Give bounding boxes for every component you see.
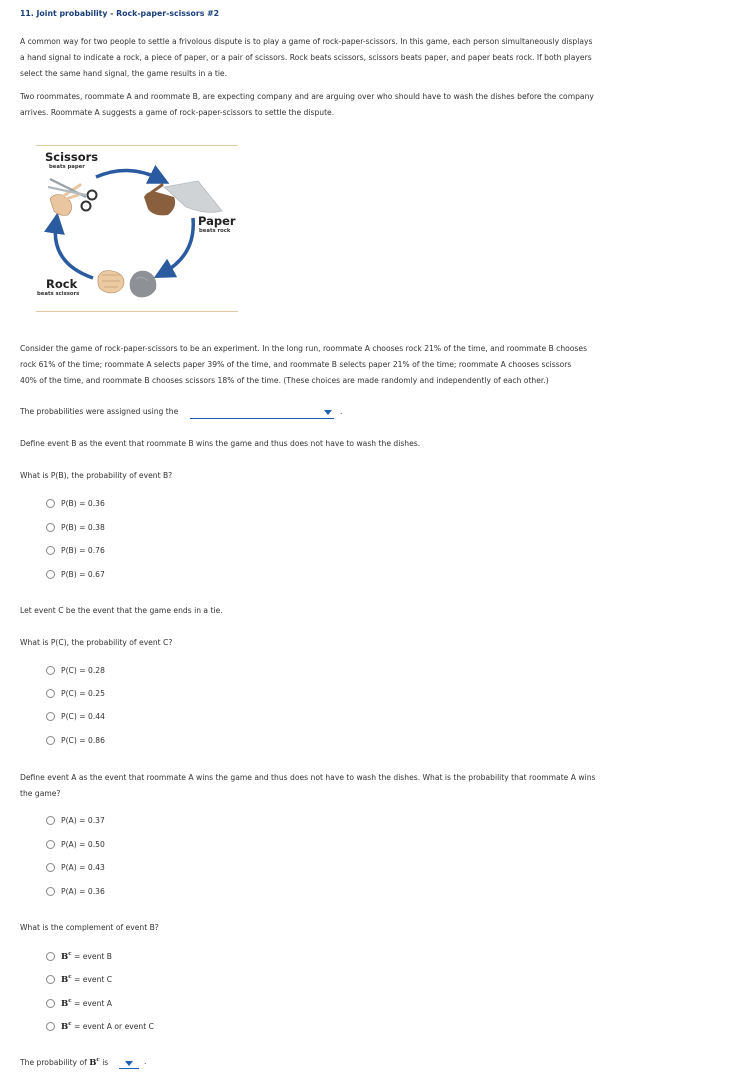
- intro-paragraph-2: [20, 89, 635, 121]
- intro-line: select the same hand signal, the game results in a tie.: [20, 68, 228, 78]
- comp-option-4[interactable]: [46, 1021, 154, 1032]
- radio-button[interactable]: [46, 840, 55, 849]
- option-label: P(C) = 0.86: [61, 736, 105, 745]
- pc-option-4[interactable]: [46, 736, 105, 745]
- consider-paragraph: [20, 341, 635, 388]
- arrow-paper-to-rock: [163, 218, 193, 273]
- b-complement-symbol: $B^c$: [89, 1057, 100, 1068]
- option-label: P(A) = 0.37: [61, 816, 105, 825]
- option-label: P(C) = 0.44: [61, 712, 105, 721]
- define-event-b: Define event B as the event that roommate B wins the game and thus does not have to wash the dishes.: [20, 439, 421, 448]
- pc-option-2[interactable]: [46, 689, 105, 698]
- define-event-a: [20, 770, 640, 802]
- option-label: P(B) = 0.36: [61, 499, 105, 508]
- consider-line: rock 61% of the time; roommate A selects paper 39% of the time, and roommate B selects paper 21% of the time; roommate A chooses scissors: [20, 359, 572, 369]
- radio-button[interactable]: [46, 887, 55, 896]
- prob-bc-prompt: [20, 1057, 108, 1068]
- pa-option-2[interactable]: [46, 840, 105, 849]
- radio-button[interactable]: [46, 816, 55, 825]
- rock-paper-scissors-diagram: [36, 145, 238, 313]
- option-label: = event C: [73, 974, 113, 984]
- radio-button[interactable]: [46, 999, 55, 1008]
- option-label: P(C) = 0.25: [61, 689, 105, 698]
- paper-label: Paper: [198, 214, 236, 228]
- comp-option-3[interactable]: [46, 998, 112, 1009]
- let-event-c: Let event C be the event that the game ends in a tie.: [20, 606, 223, 615]
- b-complement-symbol: $B^c$: [61, 1021, 72, 1032]
- prob-bc-period: .: [144, 1057, 147, 1066]
- option-label: P(A) = 0.43: [61, 863, 105, 872]
- radio-button[interactable]: [46, 952, 55, 961]
- intro-line: a hand signal to indicate a rock, a piece of paper, or a pair of scissors. Rock beats scissors, scissors beats paper, and paper beats rock. If both players: [20, 52, 592, 62]
- rock-label: Rock: [46, 277, 78, 291]
- option-label: = event B: [73, 951, 112, 961]
- prob-bc-dropdown[interactable]: [119, 1057, 139, 1069]
- radio-button[interactable]: [46, 712, 55, 721]
- pc-option-1[interactable]: [46, 666, 105, 675]
- radio-button[interactable]: [46, 689, 55, 698]
- pa-option-3[interactable]: [46, 863, 105, 872]
- define-a-line: Define event A as the event that roommate A wins the game and thus does not have to wash the dishes. What is the probability that roommate A wins: [20, 773, 596, 782]
- consider-line: 40% of the time, and roommate B chooses scissors 18% of the time. (These choices are made randomly and independently of each other.): [20, 375, 549, 385]
- pb-option-3[interactable]: [46, 546, 105, 555]
- radio-button[interactable]: [46, 546, 55, 555]
- b-complement-symbol: $B^c$: [61, 974, 72, 985]
- pb-option-4[interactable]: [46, 570, 105, 579]
- comp-option-1[interactable]: [46, 951, 112, 962]
- comp-option-2[interactable]: [46, 974, 112, 985]
- arrow-rock-to-scissors: [55, 223, 93, 278]
- radio-button[interactable]: [46, 666, 55, 675]
- prob-bc-is: is: [102, 1057, 109, 1067]
- rock-hand-illustration: [98, 271, 124, 293]
- option-label: P(B) = 0.67: [61, 570, 105, 579]
- assigned-period: .: [340, 407, 343, 416]
- pb-option-1[interactable]: [46, 499, 105, 508]
- assigned-prompt: The probabilities were assigned using the: [20, 407, 179, 416]
- consider-line: Consider the game of rock-paper-scissors to be an experiment. In the long run, roommate A chooses rock 21% of the time, and roommate B chooses: [20, 344, 588, 353]
- option-label: P(A) = 0.50: [61, 840, 105, 849]
- intro-line: arrives. Roommate A suggests a game of rock-paper-scissors to settle the dispute.: [20, 107, 335, 117]
- intro-paragraph-1: [20, 34, 635, 81]
- question-pb: What is P(B), the probability of event B?: [20, 471, 173, 480]
- radio-button[interactable]: [46, 975, 55, 984]
- option-label: P(A) = 0.36: [61, 887, 105, 896]
- radio-button[interactable]: [46, 736, 55, 745]
- radio-button[interactable]: [46, 863, 55, 872]
- option-label: = event A: [73, 998, 112, 1008]
- paper-sublabel: beats rock: [199, 228, 231, 234]
- cycle-arrows-graphic: [36, 145, 238, 313]
- pa-option-1[interactable]: [46, 816, 105, 825]
- pc-option-3[interactable]: [46, 712, 105, 721]
- option-label: = event A or event C: [73, 1021, 154, 1031]
- arrow-scissors-to-paper: [96, 170, 160, 179]
- radio-button[interactable]: [46, 499, 55, 508]
- radio-button[interactable]: [46, 523, 55, 532]
- option-label: P(B) = 0.38: [61, 523, 105, 532]
- question-complement: What is the complement of event B?: [20, 923, 159, 932]
- chevron-down-icon: [324, 410, 332, 415]
- rock-stone-illustration: [130, 271, 157, 298]
- define-a-line: the game?: [20, 788, 61, 798]
- scissors-sublabel: beats paper: [49, 164, 85, 170]
- prob-bc-prefix: The probability of: [20, 1057, 87, 1067]
- pb-option-2[interactable]: [46, 523, 105, 532]
- radio-button[interactable]: [46, 570, 55, 579]
- b-complement-symbol: $B^c$: [61, 951, 72, 962]
- b-complement-symbol: $B^c$: [61, 998, 72, 1009]
- intro-line: A common way for two people to settle a frivolous dispute is to play a game of rock-paper-scissors. In this game, each person simultaneously displays: [20, 37, 593, 46]
- intro-line: Two roommates, roommate A and roommate B, are expecting company and are arguing over who should have to wash the dishes before the company: [20, 92, 594, 101]
- pa-option-4[interactable]: [46, 887, 105, 896]
- option-label: P(C) = 0.28: [61, 666, 105, 675]
- option-label: P(B) = 0.76: [61, 546, 105, 555]
- assignment-method-dropdown[interactable]: [190, 406, 334, 419]
- scissors-label: Scissors: [45, 150, 99, 164]
- question-title: 11. Joint probability - Rock-paper-scissors #2: [20, 9, 220, 18]
- radio-button[interactable]: [46, 1022, 55, 1031]
- rock-sublabel: beats scissors: [37, 291, 80, 297]
- question-pc: What is P(C), the probability of event C?: [20, 638, 173, 647]
- chevron-down-icon: [125, 1061, 133, 1066]
